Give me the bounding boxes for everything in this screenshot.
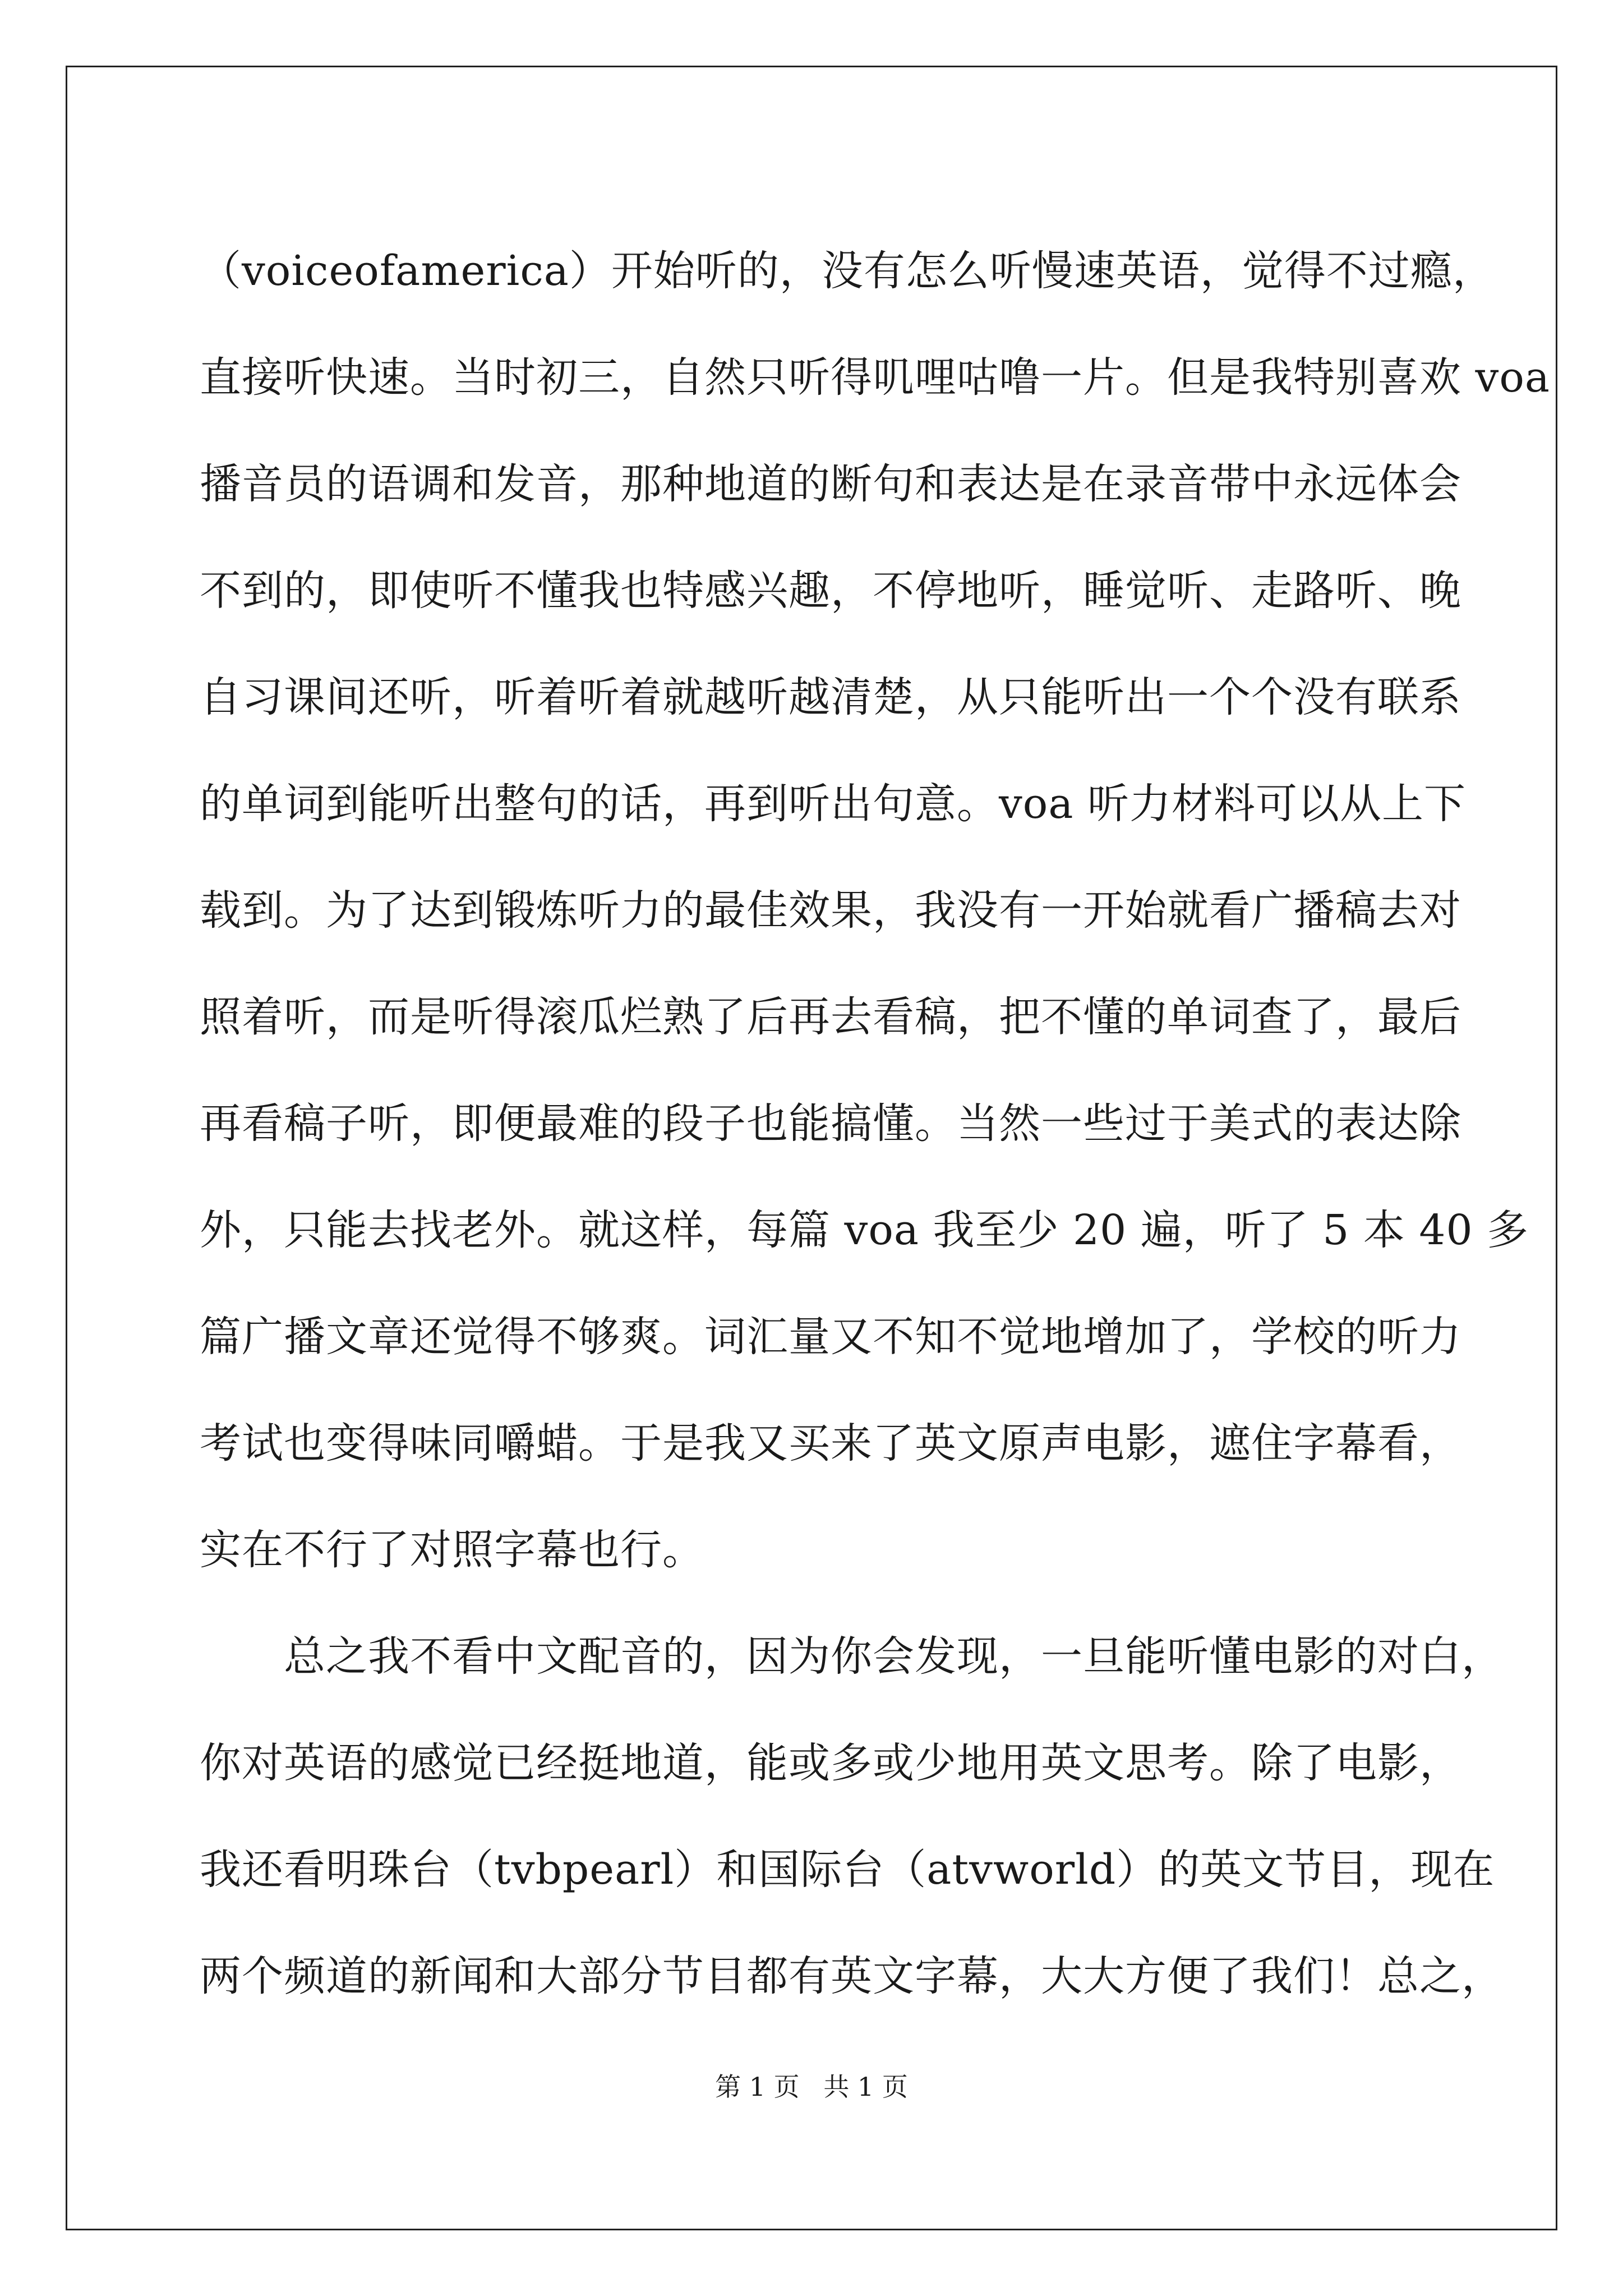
text-line: 播音员的语调和发音，那种地道的断句和表达是在录音带中永远体会 xyxy=(200,460,1461,508)
text-line: 考试也变得味同嚼蜡。于是我又买来了英文原声电影，遮住字幕看， xyxy=(200,1419,1461,1467)
text-line: 我还看明珠台（tvbpearl）和国际台（atvworld）的英文节目，现在 xyxy=(200,1846,1495,1894)
document-body xyxy=(200,218,1550,2030)
page-footer xyxy=(0,2070,1623,2104)
text-line: 的单词到能听出整句的话，再到听出句意。voa 听力材料可以从上下 xyxy=(200,780,1466,828)
text-line: 两个频道的新闻和大部分节目都有英文字幕，大大方便了我们！总之， xyxy=(200,1952,1504,2000)
text-line: 自习课间还听，听着听着就越听越清楚，从只能听出一个个没有联系 xyxy=(200,673,1461,721)
text-line: 外，只能去找老外。就这样，每篇 voa 我至少 20 遍，听了 5 本 40 多 xyxy=(200,1206,1529,1254)
text-line: 总之我不看中文配音的，因为你会发现，一旦能听懂电影的对白， xyxy=(284,1632,1504,1681)
text-line: 直接听快速。当时初三，自然只听得叽哩咕噜一片。但是我特别喜欢 voa xyxy=(200,353,1550,402)
text-line: 篇广播文章还觉得不够爽。词汇量又不知不觉地增加了，学校的听力 xyxy=(200,1313,1461,1361)
text-line: 不到的，即使听不懂我也特感兴趣，不停地听，睡觉听、走路听、晚 xyxy=(200,567,1461,615)
text-line: 照着听，而是听得滚瓜烂熟了后再去看稿，把不懂的单词查了，最后 xyxy=(200,993,1461,1041)
page-number: 第 1 页 xyxy=(715,2072,800,2102)
paragraph-1 xyxy=(200,218,1550,1603)
page-total: 共 1 页 xyxy=(823,2072,908,2102)
text-line: 实在不行了对照字幕也行。 xyxy=(200,1526,704,1574)
text-line: 再看稿子听，即便最难的段子也能搞懂。当然一些过于美式的表达除 xyxy=(200,1099,1461,1148)
text-line: （voiceofamerica）开始听的，没有怎么听慢速英语，觉得不过瘾， xyxy=(200,247,1495,295)
paragraph-2 xyxy=(200,1603,1504,2030)
text-line: 你对英语的感觉已经挺地道，能或多或少地用英文思考。除了电影， xyxy=(200,1739,1461,1787)
text-line: 载到。为了达到锻炼听力的最佳效果，我没有一开始就看广播稿去对 xyxy=(200,886,1461,935)
